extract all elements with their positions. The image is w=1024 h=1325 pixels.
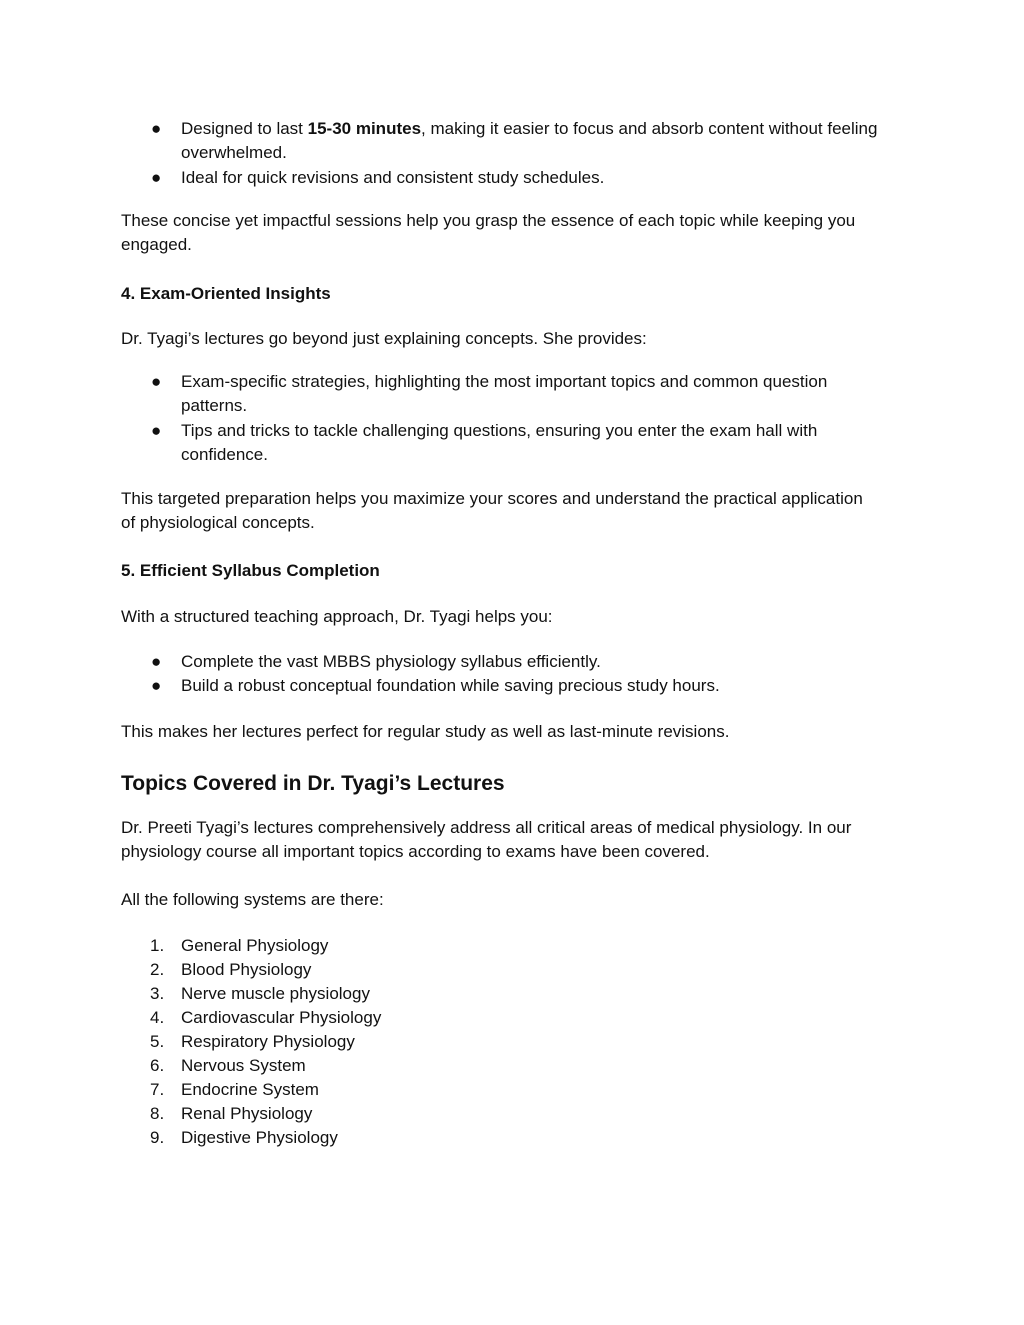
list-item-text: Digestive Physiology: [181, 1128, 338, 1147]
list-item-text: Renal Physiology: [181, 1104, 313, 1123]
heading-syllabus: 5. Efficient Syllabus Completion: [121, 561, 380, 580]
list-item: [121, 958, 881, 982]
list-number: 7.: [150, 1080, 165, 1099]
bullet-list-duration: [121, 117, 881, 190]
list-number: 2.: [150, 960, 165, 979]
list-item: [121, 674, 881, 698]
list-number: 8.: [150, 1104, 165, 1123]
list-item-text: Ideal for quick revisions and consistent study schedules.: [181, 168, 605, 187]
paragraph-topics: Dr. Preeti Tyagi’s lectures comprehensively address all critical areas of medical physiology. In our physiology course all important topics according to exams have been covered.: [121, 818, 852, 861]
list-item: [121, 982, 881, 1006]
bullet-icon: ●: [151, 421, 162, 440]
topics-heading: Topics Covered in Dr. Tyagi’s Lectures: [121, 772, 505, 795]
list-number: 4.: [150, 1008, 165, 1027]
list-item-text: Tips and tricks to tackle challenging questions, ensuring you enter the exam hall with confidence.: [181, 421, 818, 464]
list-number: 1.: [150, 936, 165, 955]
list-item-text: Complete the vast MBBS physiology syllabus efficiently.: [181, 652, 601, 671]
paragraph-targeted: This targeted preparation helps you maximize your scores and understand the practical application of physiological concepts.: [121, 489, 863, 532]
list-item: [121, 1030, 881, 1054]
list-item-text: General Physiology: [181, 936, 329, 955]
list-item-text: Endocrine System: [181, 1080, 319, 1099]
list-item: [121, 166, 881, 190]
list-item-text: Nervous System: [181, 1056, 306, 1075]
list-item-text: Build a robust conceptual foundation while saving precious study hours.: [181, 676, 720, 695]
paragraph-perfect: This makes her lectures perfect for regular study as well as last-minute revisions.: [121, 722, 730, 741]
bullet-icon: ●: [151, 119, 162, 138]
paragraph-exam-intro: Dr. Tyagi’s lectures go beyond just explaining concepts. She provides:: [121, 329, 647, 348]
bullet-list-exam: [121, 370, 881, 467]
list-item-text-bold: 15-30 minutes: [307, 119, 422, 138]
list-item-text: Blood Physiology: [181, 960, 312, 979]
list-item: [121, 1006, 881, 1030]
list-item: [121, 1102, 881, 1126]
list-item: [121, 1054, 881, 1078]
list-item-text: Nerve muscle physiology: [181, 984, 370, 1003]
list-item-text-post: , making it easier to focus and absorb content without feeling overwhelmed.: [181, 119, 878, 162]
list-item-text: Exam-specific strategies, highlighting the most important topics and common question patterns.: [181, 372, 828, 415]
list-item-text: Cardiovascular Physiology: [181, 1008, 382, 1027]
list-number: 5.: [150, 1032, 165, 1051]
list-item: [121, 370, 881, 418]
bullet-icon: ●: [151, 372, 162, 391]
list-item: [121, 117, 881, 165]
list-item: [121, 650, 881, 674]
list-item: [121, 419, 881, 467]
list-number: 6.: [150, 1056, 165, 1075]
bullet-icon: ●: [151, 676, 162, 695]
list-item-text: Respiratory Physiology: [181, 1032, 355, 1051]
heading-exam-oriented: 4. Exam-Oriented Insights: [121, 284, 331, 303]
paragraph-concise: These concise yet impactful sessions help you grasp the essence of each topic while keeping you engaged.: [121, 211, 856, 254]
paragraph-structured: With a structured teaching approach, Dr. Tyagi helps you:: [121, 607, 553, 626]
bullet-icon: ●: [151, 652, 162, 671]
paragraph-systems: All the following systems are there:: [121, 890, 384, 909]
list-number: 3.: [150, 984, 165, 1003]
list-item: [121, 1078, 881, 1102]
list-item-text-pre: Designed to last: [181, 119, 308, 138]
list-item: [121, 1126, 881, 1150]
bullet-list-syllabus: [121, 650, 881, 698]
list-number: 9.: [150, 1128, 165, 1147]
systems-list: [121, 934, 881, 1150]
bullet-icon: ●: [151, 168, 162, 187]
list-item: [121, 934, 881, 958]
